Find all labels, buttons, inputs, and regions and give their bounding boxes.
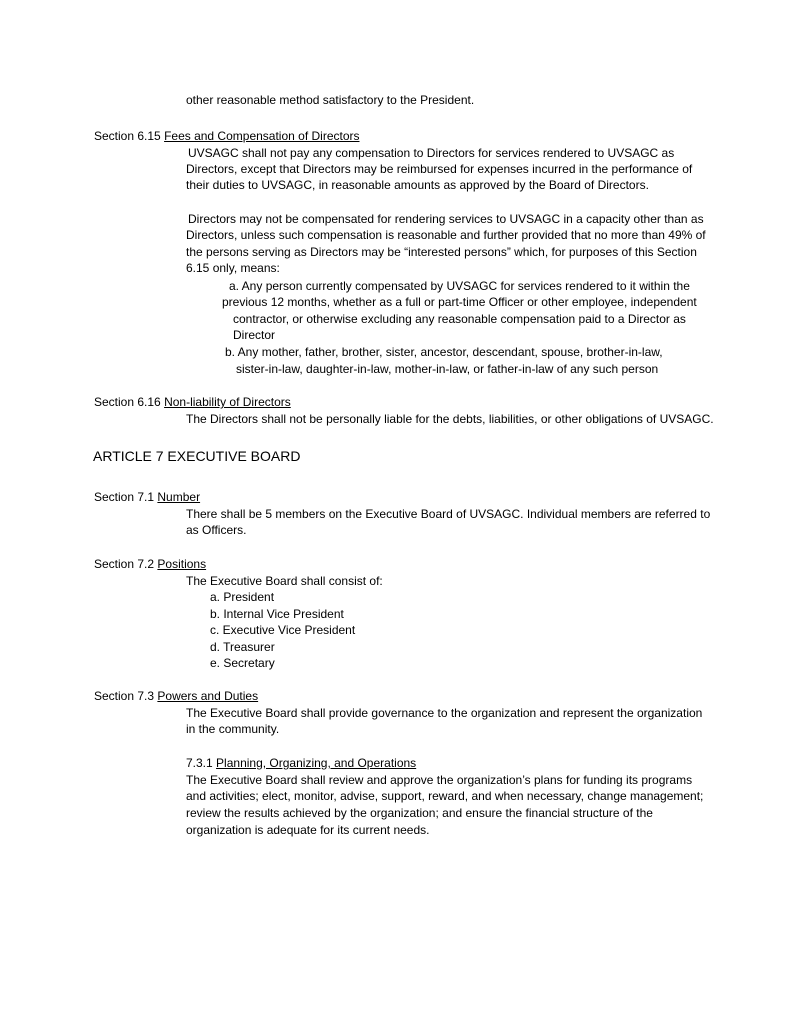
section-title: Non-liability of Directors bbox=[164, 395, 291, 409]
paragraph-line: The Directors shall not be personally liable for the debts, liabilities, or other obligations of UVSAGC. bbox=[186, 412, 714, 426]
paragraph-line: Directors may not be compensated for rendering services to UVSAGC in a capacity other than as bbox=[188, 212, 704, 226]
list-item-line: a. Any person currently compensated by UVSAGC for services rendered to it within the bbox=[229, 279, 690, 293]
section-6-16-heading bbox=[94, 394, 291, 410]
section-6-15-heading bbox=[94, 128, 360, 144]
paragraph-line: their duties to UVSAGC, in reasonable amounts as approved by the Board of Directors. bbox=[186, 178, 649, 192]
section-label: Section 7.1 bbox=[94, 490, 155, 504]
subsection-title: Planning, Organizing, and Operations bbox=[216, 756, 417, 770]
section-label: Section 7.3 bbox=[94, 689, 155, 703]
section-label: Section 6.16 bbox=[94, 395, 161, 409]
section-title: Fees and Compensation of Directors bbox=[164, 129, 360, 143]
paragraph-line: Directors, except that Directors may be reimbursed for expenses incurred in the performance of bbox=[186, 162, 693, 176]
paragraph-line: and activities; elect, monitor, advise, support, reward, and when necessary, change management; bbox=[186, 789, 704, 803]
paragraph-line: UVSAGC shall not pay any compensation to Directors for services rendered to UVSAGC as bbox=[188, 146, 675, 160]
paragraph-line: review the results achieved by the organization; and ensure the financial structure of the bbox=[186, 806, 653, 820]
paragraph-line: 6.15 only, means: bbox=[186, 261, 280, 275]
subsection-label: 7.3.1 bbox=[186, 756, 213, 770]
list-item-line: b. Any mother, father, brother, sister, ancestor, descendant, spouse, brother-in-law, bbox=[225, 345, 663, 359]
list-item-line: Director bbox=[233, 328, 276, 342]
paragraph-line: organization is adequate for its current needs. bbox=[186, 823, 430, 837]
section-title: Powers and Duties bbox=[157, 689, 259, 703]
list-item: a. President bbox=[210, 590, 275, 604]
list-item: e. Secretary bbox=[210, 656, 275, 670]
paragraph-line: in the community. bbox=[186, 722, 280, 736]
list-item: b. Internal Vice President bbox=[210, 607, 344, 621]
list-item-line: sister-in-law, daughter-in-law, mother-in-law, or father-in-law of any such person bbox=[236, 362, 659, 376]
paragraph-line: The Executive Board shall review and approve the organization’s plans for funding its programs bbox=[186, 773, 693, 787]
list-item: c. Executive Vice President bbox=[210, 623, 356, 637]
paragraph-line: the persons serving as Directors may be “interested persons” which, for purposes of this Section bbox=[186, 245, 697, 259]
section-7-1-heading bbox=[94, 489, 200, 505]
section-title: Number bbox=[157, 490, 201, 504]
continuation-line: other reasonable method satisfactory to the President. bbox=[186, 93, 475, 107]
list-item-line: previous 12 months, whether as a full or part-time Officer or other employee, independent bbox=[222, 295, 697, 309]
subsection-7-3-1-heading bbox=[186, 755, 416, 771]
paragraph-line: as Officers. bbox=[186, 523, 247, 537]
section-label: Section 6.15 bbox=[94, 129, 161, 143]
list-item: d. Treasurer bbox=[210, 640, 275, 654]
section-7-3-heading bbox=[94, 688, 258, 704]
paragraph-line: The Executive Board shall provide governance to the organization and represent the organization bbox=[186, 706, 703, 720]
section-title: Positions bbox=[157, 557, 207, 571]
paragraph-line: Directors, unless such compensation is reasonable and further provided that no more than 49% of bbox=[186, 228, 706, 242]
section-label: Section 7.2 bbox=[94, 557, 155, 571]
article-heading: ARTICLE 7 EXECUTIVE BOARD bbox=[93, 448, 301, 464]
section-7-2-heading bbox=[94, 556, 206, 572]
paragraph-line: There shall be 5 members on the Executive Board of UVSAGC. Individual members are referred to bbox=[186, 507, 711, 521]
paragraph-line: The Executive Board shall consist of: bbox=[186, 574, 383, 588]
list-item-line: contractor, or otherwise excluding any reasonable compensation paid to a Director as bbox=[233, 312, 686, 326]
